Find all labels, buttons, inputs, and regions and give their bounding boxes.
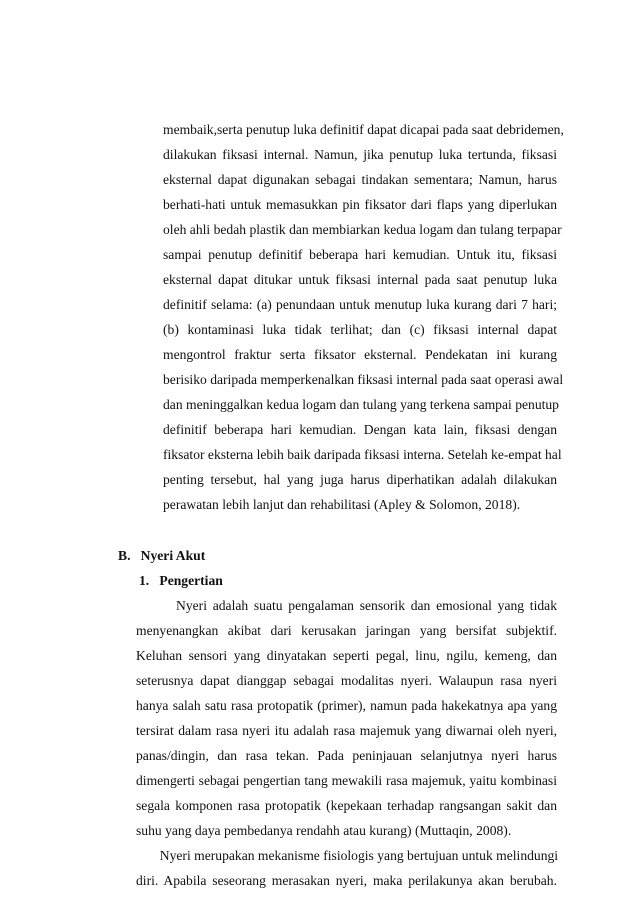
paragraph-line: eksternal dapat digunakan sebagai tindakan sementara; Namun, harus xyxy=(163,172,557,187)
paragraph-line: segala komponen rasa protopatik (kepekaan terhadap rangsangan sakit dan xyxy=(136,798,557,813)
paragraph-line: fiksator eksterna lebih baik daripada fiksasi interna. Setelah ke-empat hal xyxy=(163,447,562,462)
paragraph-line: sampai penutup definitif beberapa hari kemudian. Untuk itu, fiksasi xyxy=(163,247,557,262)
paragraph-line: Keluhan sensori yang dinyatakan seperti pegal, linu, ngilu, kemeng, dan xyxy=(136,648,557,663)
paragraph-line: berisiko daripada memperkenalkan fiksasi internal pada saat operasi awal xyxy=(163,372,564,387)
paragraph-line: berhati-hati untuk memasukkan pin fiksator dari flaps yang diperlukan xyxy=(163,197,557,212)
paragraph-line: membaik,serta penutup luka definitif dapat dicapai pada saat debridemen, xyxy=(163,122,564,137)
paragraph-line: Nyeri adalah suatu pengalaman sensorik dan emosional yang tidak xyxy=(136,598,557,613)
paragraph-line: oleh ahli bedah plastik dan membiarkan kedua logam dan tulang terpapar xyxy=(163,222,562,237)
paragraph-line: diri. Apabila seseorang merasakan nyeri, maka perilakunya akan berubah. xyxy=(136,873,557,888)
paragraph-line: penting tersebut, hal yang juga harus diperhatikan adalah dilakukan xyxy=(163,472,557,487)
subsection-heading: 1. Pengertian xyxy=(139,573,223,588)
paragraph-line: tersirat dalam rasa nyeri itu adalah rasa majemuk yang diwarnai oleh nyeri, xyxy=(136,723,557,738)
section-heading: B. Nyeri Akut xyxy=(118,548,206,563)
paragraph-line: Nyeri merupakan mekanisme fisiologis yang bertujuan untuk melindungi xyxy=(136,848,559,863)
paragraph-line: seterusnya dapat dianggap sebagai modalitas nyeri. Walaupun rasa nyeri xyxy=(136,673,557,688)
paragraph-line: mengontrol fraktur serta fiksator eksternal. Pendekatan ini kurang xyxy=(163,347,557,362)
paragraph-line: eksternal dapat ditukar untuk fiksasi internal pada saat penutup luka xyxy=(163,272,557,287)
paragraph-line: (b) kontaminasi luka tidak terlihat; dan (c) fiksasi internal dapat xyxy=(163,322,557,337)
paragraph-line: definitif selama: (a) penundaan untuk menutup luka kurang dari 7 hari; xyxy=(163,297,557,312)
paragraph-line: panas/dingin, dan rasa tekan. Pada peninjauan selanjutnya nyeri harus xyxy=(136,748,557,763)
paragraph-line: hanya salah satu rasa protopatik (primer), namun pada hakekatnya apa yang xyxy=(136,698,557,713)
paragraph-line: suhu yang daya pembedanya rendahh atau kurang) (Muttaqin, 2008). xyxy=(136,823,512,838)
paragraph-line: perawatan lebih lanjut dan rehabilitasi (Apley & Solomon, 2018). xyxy=(163,497,521,512)
paragraph-line: definitif beberapa hari kemudian. Dengan kata lain, fiksasi dengan xyxy=(163,422,557,437)
paragraph-line: dilakukan fiksasi internal. Namun, jika penutup luka tertunda, fiksasi xyxy=(163,147,557,162)
paragraph-line: dimengerti sebagai pengertian tang mewakili rasa majemuk, yaitu kombinasi xyxy=(136,773,557,788)
paragraph-line: menyenangkan akibat dari kerusakan jaringan yang bersifat subjektif. xyxy=(136,623,557,638)
paragraph-line: dan meninggalkan kedua logam dan tulang yang terkena sampai penutup xyxy=(163,397,559,412)
